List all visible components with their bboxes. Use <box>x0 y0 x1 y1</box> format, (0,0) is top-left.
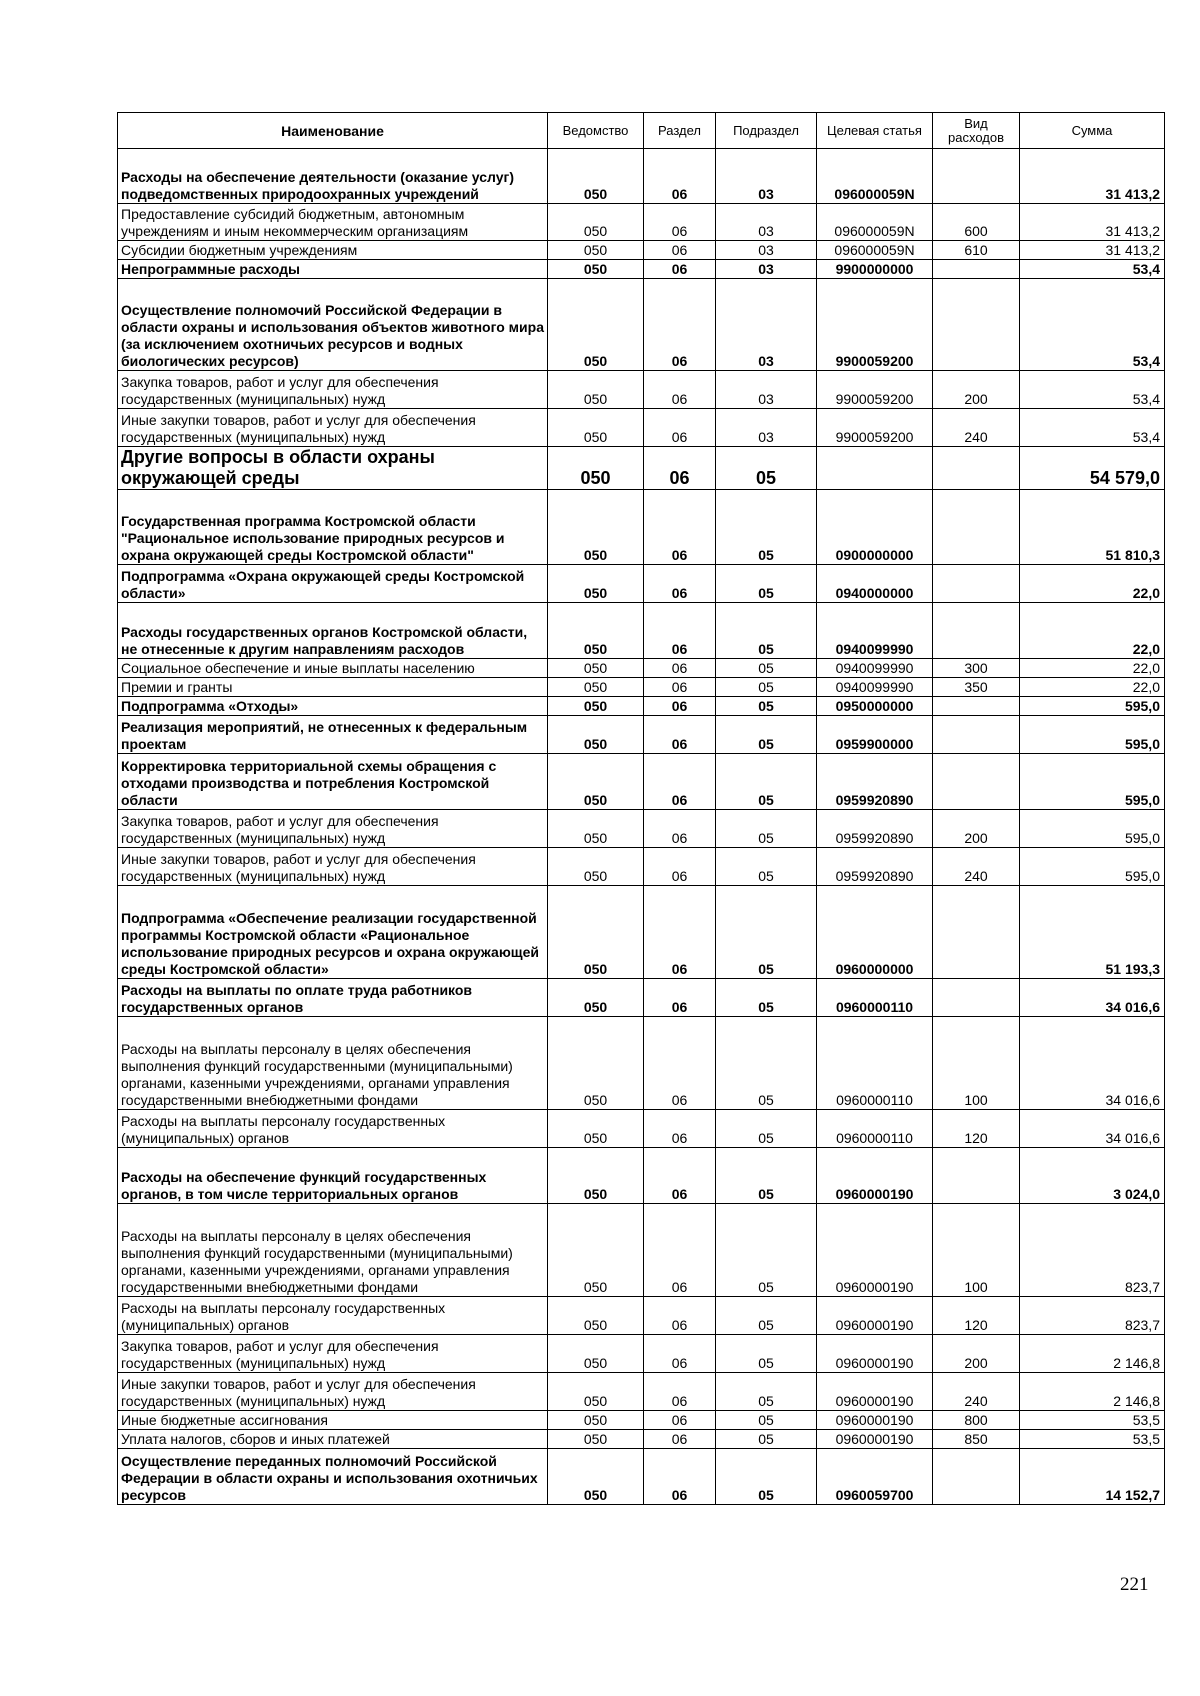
cell-department: 050 <box>548 1449 644 1505</box>
cell-target-article: 096000059N <box>817 204 933 241</box>
cell-section: 06 <box>644 716 716 754</box>
cell-expense-type: 100 <box>933 1017 1020 1110</box>
cell-name: Закупка товаров, работ и услуг для обеспечения государственных (муниципальных) нужд <box>118 371 548 409</box>
cell-department: 050 <box>548 659 644 678</box>
table-row <box>118 979 1165 1017</box>
cell-sum: 53,4 <box>1020 260 1165 279</box>
cell-expense-type <box>933 716 1020 754</box>
cell-subsection: 03 <box>716 204 817 241</box>
table-row <box>118 241 1165 260</box>
cell-subsection: 05 <box>716 979 817 1017</box>
cell-name: Расходы на выплаты персоналу государственных (муниципальных) органов <box>118 1297 548 1335</box>
cell-name: Иные закупки товаров, работ и услуг для обеспечения государственных (муниципальных) нужд <box>118 848 548 886</box>
table-row <box>118 697 1165 716</box>
cell-expense-type: 350 <box>933 678 1020 697</box>
cell-target-article: 9900000000 <box>817 260 933 279</box>
cell-name: Закупка товаров, работ и услуг для обеспечения государственных (муниципальных) нужд <box>118 1335 548 1373</box>
cell-name: Расходы на обеспечение деятельности (оказание услуг) подведомственных природоохранных учреждений <box>118 149 548 204</box>
cell-subsection: 03 <box>716 260 817 279</box>
cell-expense-type: 600 <box>933 204 1020 241</box>
cell-sum: 823,7 <box>1020 1204 1165 1297</box>
cell-target-article: 0960000190 <box>817 1411 933 1430</box>
cell-target-article: 9900059200 <box>817 409 933 447</box>
cell-subsection: 05 <box>716 1297 817 1335</box>
cell-sum: 595,0 <box>1020 716 1165 754</box>
cell-name: Расходы на выплаты по оплате труда работников государственных органов <box>118 979 548 1017</box>
cell-subsection: 05 <box>716 678 817 697</box>
cell-target-article: 0900000000 <box>817 490 933 565</box>
table-row <box>118 204 1165 241</box>
cell-section: 06 <box>644 659 716 678</box>
cell-name: Иные бюджетные ассигнования <box>118 1411 548 1430</box>
cell-sum: 31 413,2 <box>1020 241 1165 260</box>
cell-name: Подпрограмма «Обеспечение реализации государственной программы Костромской области «Рациональное использование природных ресурсов и охрана окружающей среды Костромской области» <box>118 886 548 979</box>
cell-target-article: 0960000190 <box>817 1335 933 1373</box>
cell-sum: 823,7 <box>1020 1297 1165 1335</box>
cell-target-article: 0960059700 <box>817 1449 933 1505</box>
cell-section: 06 <box>644 886 716 979</box>
table-row <box>118 1297 1165 1335</box>
cell-sum: 34 016,6 <box>1020 1110 1165 1148</box>
cell-subsection: 05 <box>716 1148 817 1204</box>
table-row <box>118 1017 1165 1110</box>
cell-expense-type: 610 <box>933 241 1020 260</box>
cell-section: 06 <box>644 371 716 409</box>
table-row <box>118 1335 1165 1373</box>
cell-department: 050 <box>548 754 644 810</box>
cell-subsection: 05 <box>716 1411 817 1430</box>
cell-expense-type <box>933 565 1020 603</box>
table-row <box>118 716 1165 754</box>
table-row <box>118 371 1165 409</box>
header-expense-type: Вид расходов <box>933 113 1020 149</box>
table-row <box>118 260 1165 279</box>
cell-expense-type <box>933 979 1020 1017</box>
cell-subsection: 05 <box>716 659 817 678</box>
cell-name: Государственная программа Костромской области "Рациональное использование природных ресурсов и охрана окружающей среды Костромской области" <box>118 490 548 565</box>
cell-sum: 53,4 <box>1020 409 1165 447</box>
cell-department: 050 <box>548 886 644 979</box>
cell-section: 06 <box>644 810 716 848</box>
cell-subsection: 05 <box>716 1017 817 1110</box>
cell-name: Премии и гранты <box>118 678 548 697</box>
cell-expense-type <box>933 754 1020 810</box>
cell-sum: 14 152,7 <box>1020 1449 1165 1505</box>
cell-expense-type <box>933 1449 1020 1505</box>
cell-name: Иные закупки товаров, работ и услуг для обеспечения государственных (муниципальных) нужд <box>118 409 548 447</box>
cell-target-article: 0959920890 <box>817 810 933 848</box>
cell-section: 06 <box>644 754 716 810</box>
table-row <box>118 1110 1165 1148</box>
cell-name: Расходы на обеспечение функций государственных органов, в том числе территориальных органов <box>118 1148 548 1204</box>
cell-expense-type <box>933 1148 1020 1204</box>
cell-expense-type: 300 <box>933 659 1020 678</box>
cell-sum: 3 024,0 <box>1020 1148 1165 1204</box>
cell-target-article: 0960000190 <box>817 1148 933 1204</box>
cell-department: 050 <box>548 279 644 371</box>
cell-target-article: 0960000110 <box>817 1017 933 1110</box>
cell-sum: 595,0 <box>1020 810 1165 848</box>
cell-target-article: 0940099990 <box>817 659 933 678</box>
cell-sum: 54 579,0 <box>1020 447 1165 490</box>
cell-target-article: 0960000110 <box>817 1110 933 1148</box>
cell-subsection: 05 <box>716 1335 817 1373</box>
cell-sum: 53,4 <box>1020 279 1165 371</box>
cell-section: 06 <box>644 1204 716 1297</box>
cell-expense-type: 100 <box>933 1204 1020 1297</box>
cell-name: Расходы на выплаты персоналу государственных (муниципальных) органов <box>118 1110 548 1148</box>
cell-section: 06 <box>644 204 716 241</box>
cell-expense-type: 240 <box>933 848 1020 886</box>
table-row <box>118 678 1165 697</box>
header-name: Наименование <box>118 113 548 149</box>
table-row <box>118 603 1165 659</box>
cell-department: 050 <box>548 1204 644 1297</box>
cell-subsection: 05 <box>716 447 817 490</box>
cell-section: 06 <box>644 1449 716 1505</box>
cell-name: Уплата налогов, сборов и иных платежей <box>118 1430 548 1449</box>
table-row <box>118 1411 1165 1430</box>
cell-name: Другие вопросы в области охраны окружающей среды <box>118 447 548 490</box>
table-header-row <box>118 113 1165 149</box>
cell-section: 06 <box>644 1017 716 1110</box>
cell-expense-type <box>933 490 1020 565</box>
cell-name: Подпрограмма «Отходы» <box>118 697 548 716</box>
cell-expense-type: 120 <box>933 1297 1020 1335</box>
cell-target-article: 096000059N <box>817 241 933 260</box>
table-row <box>118 659 1165 678</box>
cell-expense-type <box>933 447 1020 490</box>
table-row <box>118 447 1165 490</box>
cell-sum: 22,0 <box>1020 659 1165 678</box>
cell-expense-type: 850 <box>933 1430 1020 1449</box>
header-subsection: Подраздел <box>716 113 817 149</box>
cell-section: 06 <box>644 1148 716 1204</box>
cell-subsection: 05 <box>716 1110 817 1148</box>
cell-department: 050 <box>548 810 644 848</box>
cell-expense-type <box>933 603 1020 659</box>
cell-name: Непрограммные расходы <box>118 260 548 279</box>
cell-subsection: 05 <box>716 603 817 659</box>
cell-subsection: 03 <box>716 409 817 447</box>
cell-section: 06 <box>644 979 716 1017</box>
cell-name: Подпрограмма «Охрана окружающей среды Костромской области» <box>118 565 548 603</box>
cell-subsection: 03 <box>716 371 817 409</box>
cell-section: 06 <box>644 447 716 490</box>
cell-expense-type: 200 <box>933 810 1020 848</box>
cell-target-article: 0959920890 <box>817 754 933 810</box>
cell-department: 050 <box>548 603 644 659</box>
cell-section: 06 <box>644 565 716 603</box>
cell-name: Реализация мероприятий, не отнесенных к федеральным проектам <box>118 716 548 754</box>
cell-department: 050 <box>548 1297 644 1335</box>
cell-target-article: 0960000190 <box>817 1204 933 1297</box>
cell-expense-type <box>933 149 1020 204</box>
cell-name: Субсидии бюджетным учреждениям <box>118 241 548 260</box>
cell-target-article: 0940099990 <box>817 603 933 659</box>
cell-sum: 53,5 <box>1020 1430 1165 1449</box>
table-row <box>118 1449 1165 1505</box>
cell-section: 06 <box>644 1373 716 1411</box>
cell-sum: 51 193,3 <box>1020 886 1165 979</box>
header-target-article: Целевая статья <box>817 113 933 149</box>
cell-section: 06 <box>644 1430 716 1449</box>
cell-target-article: 0959900000 <box>817 716 933 754</box>
cell-department: 050 <box>548 1335 644 1373</box>
cell-subsection: 03 <box>716 241 817 260</box>
cell-subsection: 05 <box>716 1449 817 1505</box>
cell-expense-type: 240 <box>933 1373 1020 1411</box>
cell-name: Расходы на выплаты персоналу в целях обеспечения выполнения функций государственными (муниципальными) органами, казенными учреждениями, органами управления государственными внебюджетными фондами <box>118 1017 548 1110</box>
cell-subsection: 05 <box>716 565 817 603</box>
cell-department: 050 <box>548 490 644 565</box>
cell-department: 050 <box>548 409 644 447</box>
cell-sum: 595,0 <box>1020 697 1165 716</box>
cell-section: 06 <box>644 1335 716 1373</box>
cell-sum: 34 016,6 <box>1020 1017 1165 1110</box>
cell-expense-type: 200 <box>933 1335 1020 1373</box>
cell-sum: 595,0 <box>1020 848 1165 886</box>
table-row <box>118 1430 1165 1449</box>
cell-section: 06 <box>644 697 716 716</box>
cell-department: 050 <box>548 1430 644 1449</box>
cell-sum: 31 413,2 <box>1020 204 1165 241</box>
cell-expense-type: 240 <box>933 409 1020 447</box>
cell-sum: 51 810,3 <box>1020 490 1165 565</box>
cell-name: Расходы государственных органов Костромской области, не отнесенные к другим направлениям расходов <box>118 603 548 659</box>
cell-department: 050 <box>548 1411 644 1430</box>
cell-expense-type: 800 <box>933 1411 1020 1430</box>
cell-name: Осуществление переданных полномочий Российской Федерации в области охраны и использования охотничьих ресурсов <box>118 1449 548 1505</box>
cell-department: 050 <box>548 979 644 1017</box>
cell-subsection: 05 <box>716 697 817 716</box>
cell-sum: 22,0 <box>1020 565 1165 603</box>
cell-target-article: 0940099990 <box>817 678 933 697</box>
cell-subsection: 05 <box>716 848 817 886</box>
budget-table <box>117 112 1165 1505</box>
cell-department: 050 <box>548 260 644 279</box>
cell-department: 050 <box>548 1148 644 1204</box>
table-row <box>118 565 1165 603</box>
cell-sum: 53,4 <box>1020 371 1165 409</box>
cell-expense-type <box>933 697 1020 716</box>
cell-sum: 22,0 <box>1020 678 1165 697</box>
cell-section: 06 <box>644 1411 716 1430</box>
table-body <box>118 149 1165 1505</box>
cell-expense-type <box>933 886 1020 979</box>
cell-department: 050 <box>548 1373 644 1411</box>
table-row <box>118 810 1165 848</box>
cell-subsection: 05 <box>716 886 817 979</box>
cell-target-article: 9900059200 <box>817 279 933 371</box>
cell-section: 06 <box>644 279 716 371</box>
cell-department: 050 <box>548 697 644 716</box>
cell-department: 050 <box>548 204 644 241</box>
cell-sum: 2 146,8 <box>1020 1373 1165 1411</box>
cell-subsection: 05 <box>716 490 817 565</box>
table-row <box>118 149 1165 204</box>
table-row <box>118 409 1165 447</box>
cell-target-article: 0960000190 <box>817 1297 933 1335</box>
table-row <box>118 1373 1165 1411</box>
header-section: Раздел <box>644 113 716 149</box>
cell-section: 06 <box>644 1110 716 1148</box>
cell-section: 06 <box>644 260 716 279</box>
cell-section: 06 <box>644 1297 716 1335</box>
header-department: Ведомство <box>548 113 644 149</box>
cell-section: 06 <box>644 241 716 260</box>
cell-target-article: 0959920890 <box>817 848 933 886</box>
cell-subsection: 05 <box>716 754 817 810</box>
cell-sum: 595,0 <box>1020 754 1165 810</box>
cell-subsection: 05 <box>716 1430 817 1449</box>
cell-department: 050 <box>548 848 644 886</box>
cell-subsection: 05 <box>716 1373 817 1411</box>
cell-sum: 31 413,2 <box>1020 149 1165 204</box>
cell-department: 050 <box>548 1110 644 1148</box>
cell-sum: 2 146,8 <box>1020 1335 1165 1373</box>
cell-target-article: 0960000000 <box>817 886 933 979</box>
cell-department: 050 <box>548 241 644 260</box>
cell-section: 06 <box>644 149 716 204</box>
table-row <box>118 886 1165 979</box>
cell-department: 050 <box>548 716 644 754</box>
cell-target-article: 0940000000 <box>817 565 933 603</box>
cell-department: 050 <box>548 371 644 409</box>
cell-target-article: 0960000190 <box>817 1430 933 1449</box>
cell-sum: 34 016,6 <box>1020 979 1165 1017</box>
cell-expense-type <box>933 279 1020 371</box>
cell-name: Осуществление полномочий Российской Федерации в области охраны и использования объектов животного мира (за исключением охотничьих ресурсов и водных биологических ресурсов) <box>118 279 548 371</box>
cell-subsection: 05 <box>716 716 817 754</box>
cell-section: 06 <box>644 848 716 886</box>
cell-target-article: 0960000190 <box>817 1373 933 1411</box>
cell-expense-type: 200 <box>933 371 1020 409</box>
cell-department: 050 <box>548 447 644 490</box>
cell-section: 06 <box>644 409 716 447</box>
cell-section: 06 <box>644 490 716 565</box>
cell-target-article: 0960000110 <box>817 979 933 1017</box>
table-row <box>118 279 1165 371</box>
cell-department: 050 <box>548 149 644 204</box>
cell-target-article <box>817 447 933 490</box>
cell-subsection: 05 <box>716 810 817 848</box>
cell-sum: 22,0 <box>1020 603 1165 659</box>
cell-target-article: 096000059N <box>817 149 933 204</box>
cell-department: 050 <box>548 565 644 603</box>
page-number: 221 <box>1120 1574 1149 1595</box>
cell-department: 050 <box>548 678 644 697</box>
table-row <box>118 1148 1165 1204</box>
cell-name: Иные закупки товаров, работ и услуг для обеспечения государственных (муниципальных) нужд <box>118 1373 548 1411</box>
cell-department: 050 <box>548 1017 644 1110</box>
cell-section: 06 <box>644 678 716 697</box>
cell-name: Корректировка территориальной схемы обращения с отходами производства и потребления Костромской области <box>118 754 548 810</box>
cell-section: 06 <box>644 603 716 659</box>
table-row <box>118 754 1165 810</box>
cell-expense-type: 120 <box>933 1110 1020 1148</box>
cell-name: Предоставление субсидий бюджетным, автономным учреждениям и иным некоммерческим организациям <box>118 204 548 241</box>
cell-name: Закупка товаров, работ и услуг для обеспечения государственных (муниципальных) нужд <box>118 810 548 848</box>
table-row <box>118 490 1165 565</box>
header-sum: Сумма <box>1020 113 1165 149</box>
table-row <box>118 848 1165 886</box>
table-row <box>118 1204 1165 1297</box>
cell-subsection: 03 <box>716 149 817 204</box>
cell-sum: 53,5 <box>1020 1411 1165 1430</box>
cell-name: Социальное обеспечение и иные выплаты населению <box>118 659 548 678</box>
cell-expense-type <box>933 260 1020 279</box>
cell-subsection: 03 <box>716 279 817 371</box>
cell-target-article: 0950000000 <box>817 697 933 716</box>
cell-target-article: 9900059200 <box>817 371 933 409</box>
cell-name: Расходы на выплаты персоналу в целях обеспечения выполнения функций государственными (муниципальными) органами, казенными учреждениями, органами управления государственными внебюджетными фондами <box>118 1204 548 1297</box>
cell-subsection: 05 <box>716 1204 817 1297</box>
